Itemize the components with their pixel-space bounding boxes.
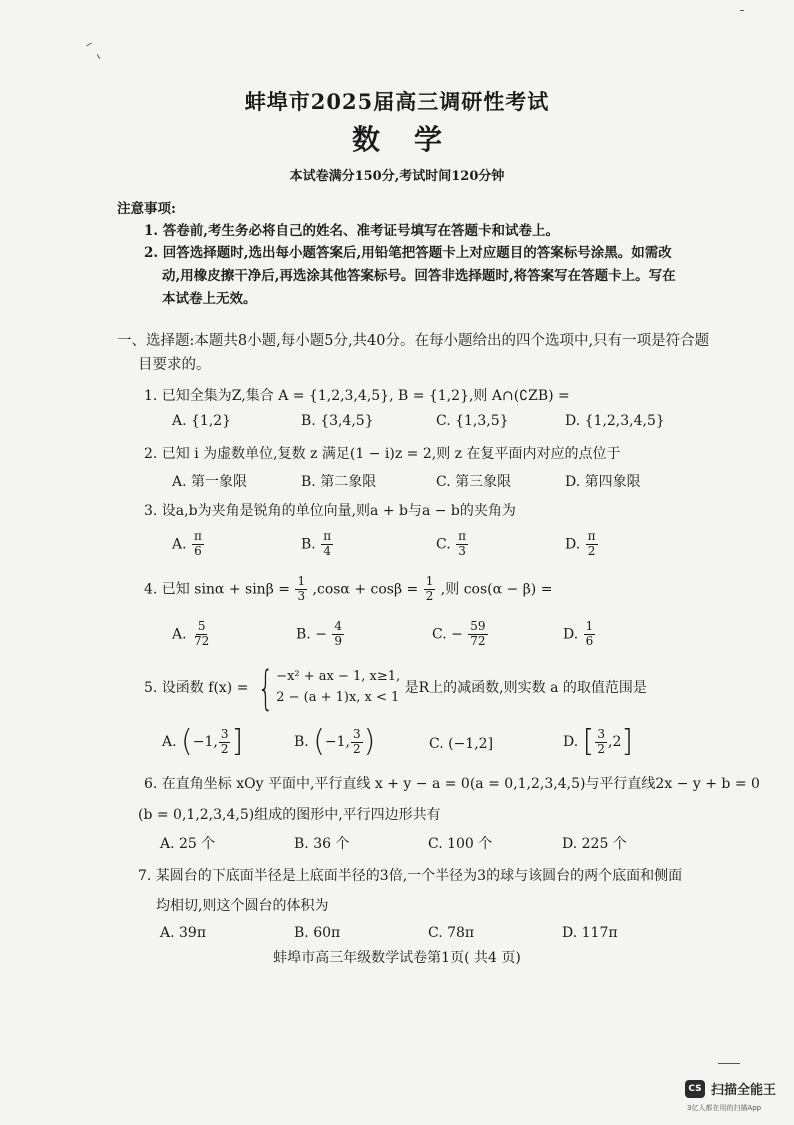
interval-text: ,2 [608,734,622,750]
question-4-option-d [563,620,596,649]
question-1-option-c: C. {1,3,5} [436,413,509,429]
page-footer: 蚌埠市高三年级数学试卷第1页( 共4 页) [273,950,521,966]
fraction-numerator: π [323,529,332,543]
fraction [424,575,436,604]
question-1-stem: 1. 已知全集为Z,集合 A = {1,2,3,4,5}, B = {1,2},则 A∩(∁ZB) = [144,388,570,404]
bracket: ] [231,724,244,759]
question-1-option-b: B. {3,4,5} [301,413,374,429]
question-4-option-b [296,620,345,649]
case-1: −x² + ax − 1, x≥1, [276,669,401,685]
question-3-stem: 3. 设a,b为夹角是锐角的单位向量,则a + b与a − b的夹角为 [144,503,516,519]
score-info: 本试卷满分150分,考试时间120分钟 [289,169,505,184]
question-2-option-d: D. 第四象限 [565,474,641,490]
bracket: ] [621,724,634,759]
question-3-option-b [301,530,334,559]
notice-item-2-line-3: 本试卷上无效。 [162,291,257,307]
fraction-denominator: 4 [323,543,331,558]
fraction [584,620,596,649]
watermark-tagline: 3亿人都在用的扫描App [687,1104,762,1112]
option-label: B. [301,536,316,553]
question-7-stem-line-1: 7. 某圆台的下底面半径是上底面半径的3倍,一个半径为3的球与该圆台的两个底面和侧面 [138,868,683,884]
question-3-option-d [565,530,599,559]
exam-title: 蚌埠市2025届高三调研性考试 [244,89,550,114]
section-1-heading: 一、选择题:本题共8小题,每小题5分,共40分。在每小题给出的四个选项中,只有一项是符合题 [117,333,710,349]
stem-text: 5. 设函数 f(x) = [144,680,249,696]
question-4-option-c [432,620,489,649]
question-1-option-d: D. {1,2,3,4,5} [565,413,665,429]
fraction [351,728,363,757]
notice-title: 注意事项: [117,201,176,217]
bracket: ) [363,724,376,759]
option-label: C. [436,536,451,553]
fraction [586,530,598,559]
fraction-denominator: 2 [425,588,434,603]
fraction [295,575,307,604]
question-3-option-c [436,530,469,559]
question-7-option-a: A. 39π [160,925,207,941]
question-4-stem [144,575,552,604]
fraction-denominator: 6 [194,543,202,558]
scan-mark [97,54,100,59]
question-5-option-b [294,724,376,759]
question-6-option-b: B. 36 个 [294,836,350,852]
question-7-option-c: C. 78π [428,925,475,941]
fraction-denominator: 3 [458,543,466,558]
question-2-stem: 2. 已知 i 为虚数单位,复数 z 满足(1 − i)z = 2,则 z 在复平面内对应的点位于 [144,446,621,462]
piecewise-cases [276,667,400,709]
fraction-denominator: 2 [587,543,596,558]
question-5-option-c: C. (−1,2] [429,736,494,752]
question-6-stem-line-2: (b = 0,1,2,3,4,5)组成的图形中,平行四边形共有 [138,807,441,823]
option-label: A. [172,626,187,643]
option-label: A. [172,536,187,553]
fraction [192,530,204,559]
stem-text: ,则 cos(α − β) = [440,581,553,598]
brace-icon: { [257,661,274,715]
question-7-stem-line-2: 均相切,则这个圆台的体积为 [156,898,329,914]
piecewise-function [253,661,401,715]
notice-item-2-line-2: 动,用橡皮擦干净后,再选涂其他答案标号。回答非选择题时,将答案写在答题卡上。写在 [162,268,676,284]
bracket: [ [582,724,595,759]
fraction-numerator: 1 [425,574,434,588]
fraction-numerator: 3 [597,726,605,741]
notice-item-1: 1. 答卷前,考生务必将自己的姓名、准考证号填写在答题卡和试卷上。 [144,223,559,239]
question-6-stem-line-1: 6. 在直角坐标 xOy 平面中,平行直线 x + y − a = 0(a = 0,1,2,3,4,5)与平行直线2x − y + b = 0 [144,776,760,792]
fraction-numerator: 4 [334,619,343,633]
fraction-denominator: 6 [585,633,594,648]
notice-item-2-line-1: 2. 回答选择题时,选出每小题答案后,用铅笔把答题卡上对应题目的答案标号涂黑。如需改 [144,245,672,261]
question-4-option-a [172,620,212,649]
stem-text: 是R上的减函数,则实数 a 的取值范围是 [404,680,647,696]
option-label: B. − [296,626,327,643]
fraction-denominator: 72 [470,633,486,648]
fraction-numerator: 1 [297,574,306,588]
stem-text: ,cosα + cosβ = [312,581,419,598]
fraction-denominator: 2 [353,741,361,756]
option-label: D. [563,626,579,643]
camscanner-logo-icon: CS [685,1080,705,1098]
option-label: D. [565,536,581,553]
interval-text: −1, [192,734,218,750]
question-2-option-a: A. 第一象限 [172,474,248,490]
case-2: 2 − (a + 1)x, x < 1 [276,690,400,705]
fraction [219,728,231,757]
scan-mark [86,43,92,47]
question-6-option-d: D. 225 个 [562,836,627,852]
option-label: A. [162,734,177,750]
fraction-numerator: π [587,529,596,543]
subject-title: 数学 [351,123,476,156]
question-5-option-a [162,724,244,759]
option-label: B. [294,734,309,750]
fraction-numerator: π [458,529,467,543]
stem-text: 4. 已知 sinα + sinβ = [144,581,290,598]
fraction-denominator: 3 [297,588,306,603]
question-2-option-b: B. 第二象限 [301,474,377,490]
question-5-stem [144,661,647,715]
fraction-denominator: 9 [334,633,343,648]
bracket: ( [313,724,325,759]
fraction [595,728,607,757]
option-label: C. − [432,626,463,643]
option-label: D. [563,734,579,750]
fraction-denominator: 2 [597,741,605,756]
question-2-option-c: C. 第三象限 [436,474,512,490]
fraction [192,620,211,649]
question-7-option-d: D. 117π [562,925,618,941]
fraction-numerator: 3 [353,726,361,741]
fraction-denominator: 2 [220,741,229,756]
fraction [468,620,487,649]
fraction-numerator: π [194,529,202,543]
fraction [456,530,468,559]
question-3-option-a [172,530,205,559]
fraction-numerator: 59 [470,619,486,633]
question-7-option-b: B. 60π [294,925,341,941]
fraction-numerator: 3 [220,726,229,741]
scan-mark [718,1063,740,1064]
question-5-option-d [563,724,634,759]
watermark-app-name: 扫描全能王 [711,1083,777,1098]
scan-mark [740,10,744,11]
fraction [332,620,344,649]
question-6-option-a: A. 25 个 [160,836,216,852]
question-1-option-a: A. {1,2} [172,413,232,429]
fraction [321,530,333,559]
interval-text: −1, [324,734,351,750]
fraction-numerator: 1 [585,619,594,633]
question-6-option-c: C. 100 个 [428,836,493,852]
bracket: ( [181,724,193,759]
fraction-denominator: 72 [194,633,210,648]
section-1-heading-cont: 目要求的。 [138,357,211,373]
fraction-numerator: 5 [197,619,206,633]
